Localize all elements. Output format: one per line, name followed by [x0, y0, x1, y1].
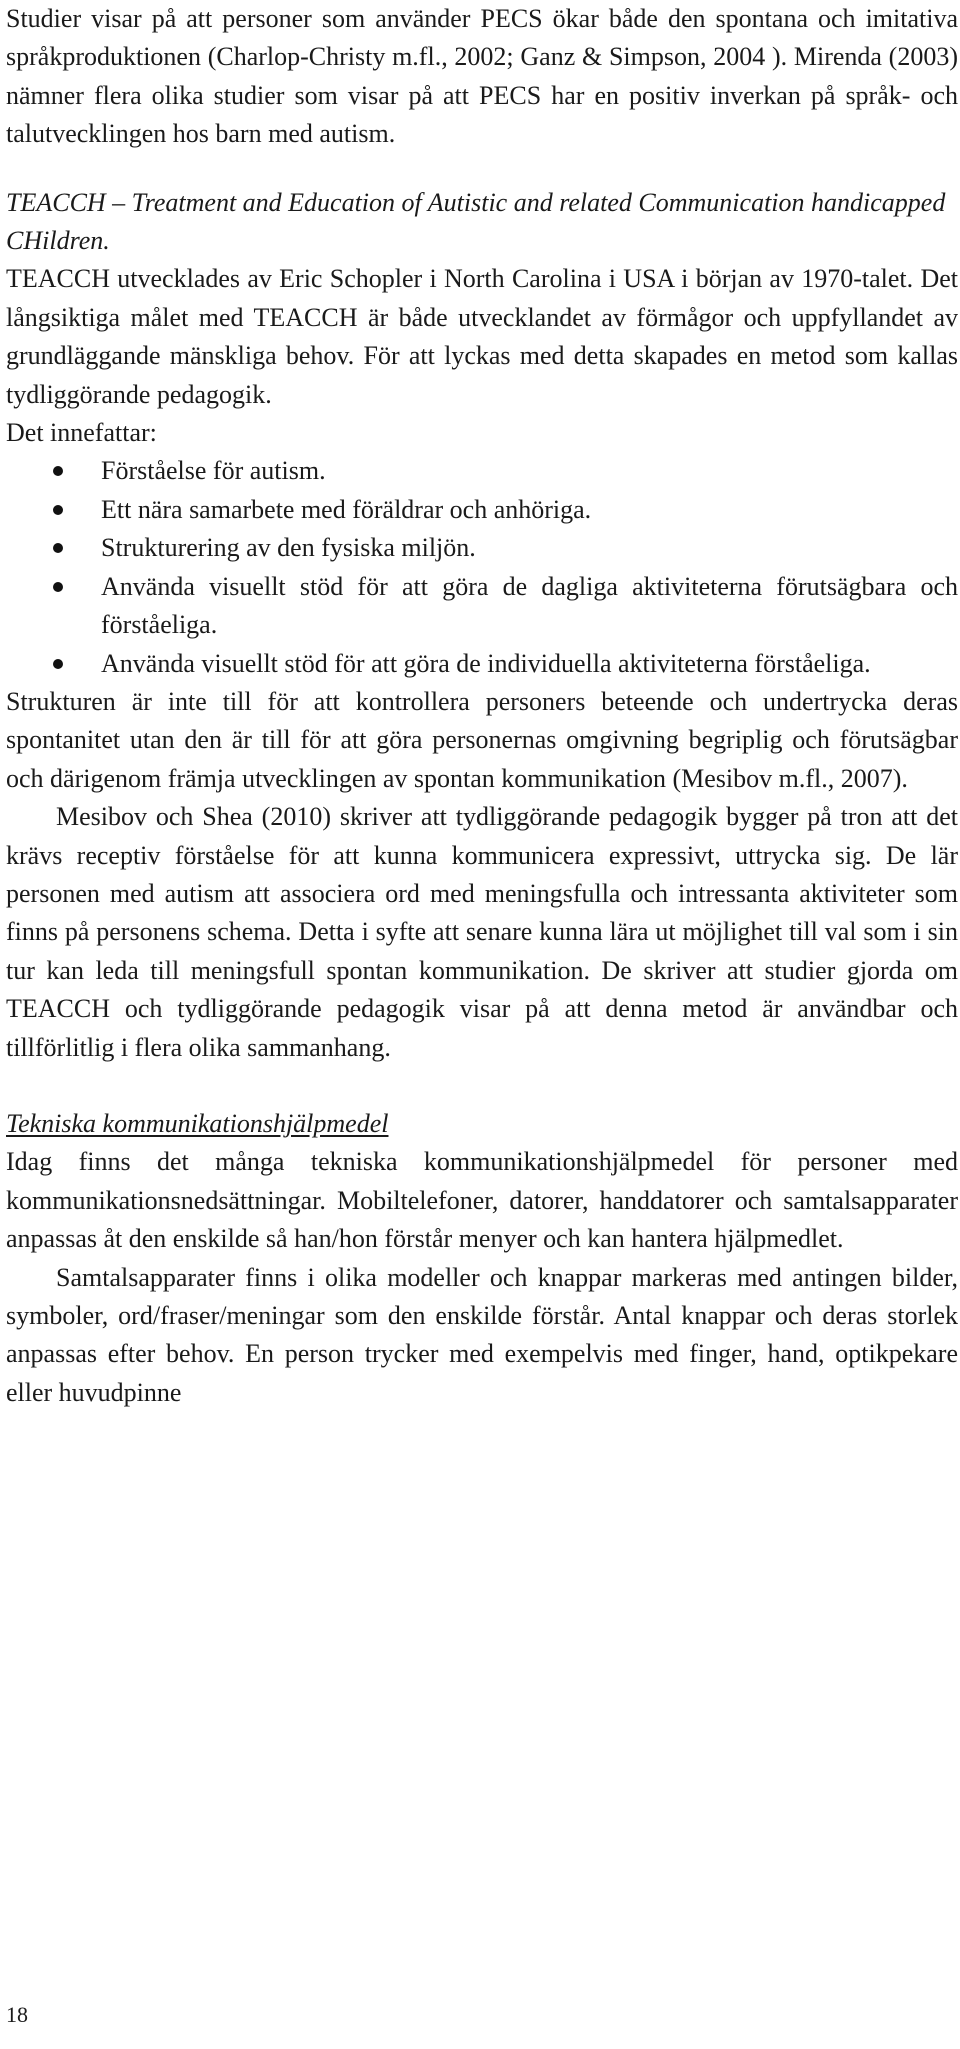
list-item	[6, 452, 958, 490]
bullet-icon	[53, 543, 63, 553]
document-page	[6, 0, 958, 1412]
bullet-icon	[53, 659, 63, 669]
paragraph-mesibov-shea: Mesibov och Shea (2010) skriver att tydliggörande pedagogik bygger på tron att det krävs receptiv förståelse för att kunna kommunicera expressivt, uttrycka sig. De lär personen med autism att associera ord med meningsfulla och intressanta aktiviteter som finns på personens schema. Detta i syfte att senare kunna lära ut möjlighet till val som i sin tur kan leda till meningsfull spontan kommunikation. De skriver att studier gjorda om TEACCH och tydliggörande pedagogik visar på att denna metod är användbar och tillförlitlig i flera olika sammanhang.	[6, 802, 958, 1062]
list-item	[6, 529, 958, 567]
page-number: 18	[6, 2002, 28, 2027]
teacch-heading: TEACCH – Treatment and Education of Autistic and related Communication handicapped CHildren.	[6, 187, 946, 256]
list-item-text: Använda visuellt stöd för att göra de dagliga aktiviteterna förutsägbara och förståeliga.	[101, 571, 958, 640]
paragraph-speech-devices: Samtalsapparater finns i olika modeller och knappar markeras med antingen bilder, symboler, ord/fraser/meningar som den enskilde förstår. Antal knappar och deras storlek anpassas efter behov. En person trycker med exempelvis med finger, hand, optikpekare eller huvudpinne	[6, 1262, 958, 1407]
bullet-icon	[53, 582, 63, 592]
paragraph-tech-aids: Idag finns det många tekniska kommunikationshjälpmedel för personer med kommunikationsnedsättningar. Mobiltelefoner, datorer, handdatorer och samtalsapparater anpassas åt den enskilde så han/hon förstår menyer och kan hantera hjälpmedlet.	[6, 1147, 958, 1254]
tech-heading: Tekniska kommunikationshjälpmedel	[6, 1108, 389, 1138]
list-item-text: Ett nära samarbete med föräldrar och anhöriga.	[101, 494, 592, 524]
bullet-icon	[53, 505, 63, 515]
list-item	[6, 568, 958, 645]
paragraph-pecs-studies: Studier visar på att personer som använder PECS ökar både den spontana och imitativa språkproduktionen (Charlop-Christy m.fl., 2002; Ganz & Simpson, 2004 ). Mirenda (2003) nämner flera olika studier som visar på att PECS har en positiv inverkan på språk- och talutvecklingen hos barn med autism.	[6, 4, 958, 149]
list-item-text: Använda visuellt stöd för att göra de individuella aktiviteterna förståeliga.	[101, 648, 871, 678]
bullet-icon	[53, 466, 63, 476]
list-item	[6, 645, 958, 683]
paragraph-includes: Det innefattar:	[6, 418, 157, 448]
list-item-text: Förståelse för autism.	[101, 456, 326, 486]
list-item-text: Strukturering av den fysiska miljön.	[101, 533, 476, 563]
paragraph-teacch-intro: TEACCH utvecklades av Eric Schopler i North Carolina i USA i början av 1970-talet. Det långsiktiga målet med TEACCH är både utvecklandet av förmågor och uppfyllandet av grundläggande mänskliga behov. För att lyckas med detta skapades en metod som kallas tydliggörande pedagogik.	[6, 264, 958, 409]
list-item	[6, 491, 958, 529]
paragraph-structure: Strukturen är inte till för att kontrollera personers beteende och undertrycka deras spontanitet utan den är till för att göra personernas omgivning begriplig och förutsägbar och därigenom främja utvecklingen av spontan kommunikation (Mesibov m.fl., 2007).	[6, 686, 958, 793]
bullet-list	[6, 452, 958, 682]
